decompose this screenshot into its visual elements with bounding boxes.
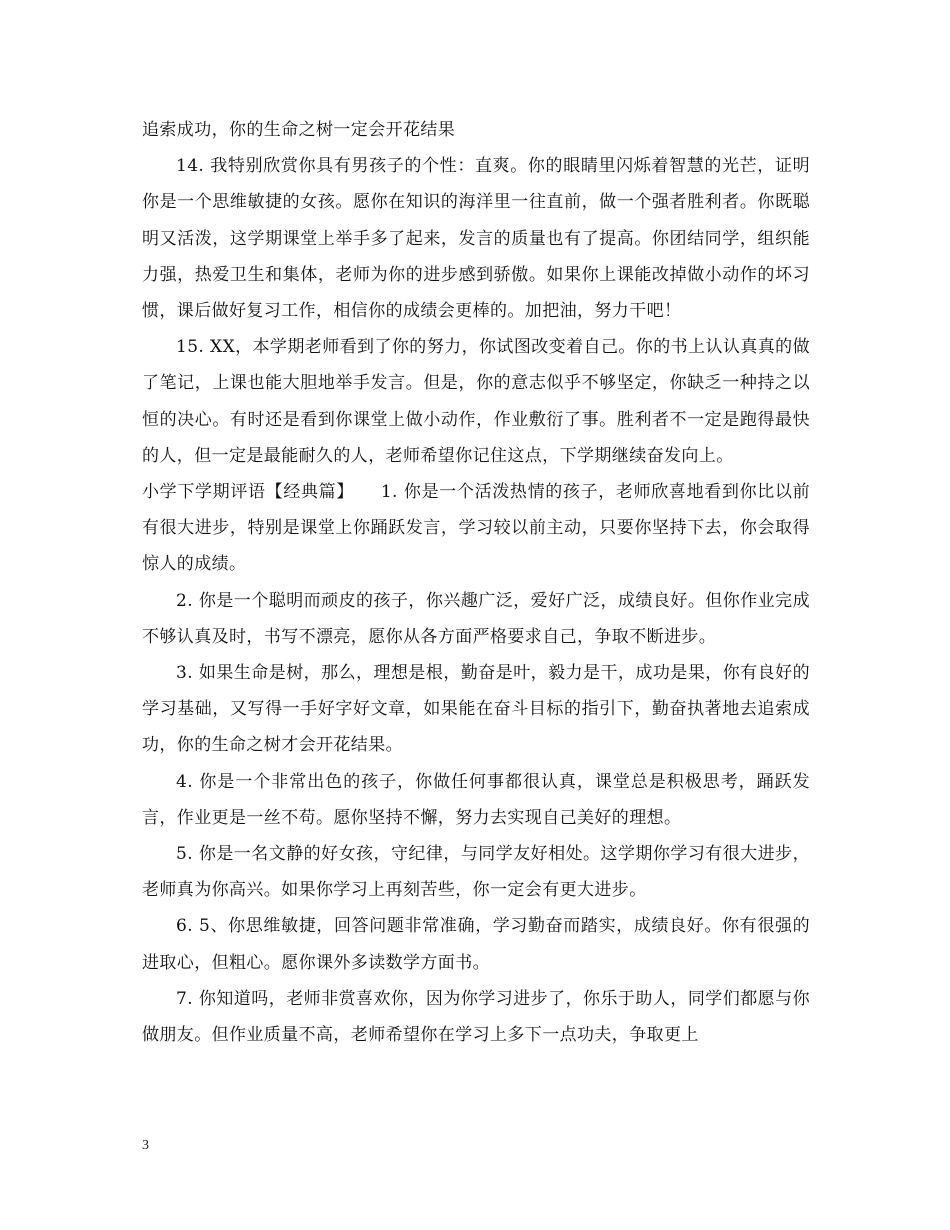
paragraph-comment-4: 4. 你是一个非常出色的孩子，你做任何事都很认真，课堂总是积极思考，踊跃发言，作业更是一丝不苟。愿你坚持不懈，努力去实现自己美好的理想。 — [142, 771, 810, 828]
paragraph-comment-6: 6. 5、你思维敏捷，回答问题非常准确，学习勤奋而踏实，成绩良好。你有很强的进取心，但粗心。愿你课外多读数学方面书。 — [142, 916, 810, 973]
paragraph-comment-7: 7. 你知道吗，老师非赏喜欢你，因为你学习进步了，你乐于助人，同学们都愿与你做朋友。但作业质量不高，老师希望你在学习上多下一点功夫，争取更上 — [142, 988, 810, 1046]
paragraph-comment-14: 14. 我特别欣赏你具有男孩子的个性：直爽。你的眼睛里闪烁着智慧的光芒，证明你是一个思维敏捷的女孩。愿你在知识的海洋里一往直前，做一个强者胜利者。你既聪明又活泼，这学期课堂上举手多了起来，发言的质量也有了提高。你团结同学，组织能力强，热爱卫生和集体，老师为你的进步感到骄傲。如果你上课能改掉做小动作的坏习惯，课后做好复习工作，相信你的成绩会更棒的。加把油，努力干吧！ — [142, 156, 810, 322]
paragraph-continuation: 追索成功，你的生命之树一定会开花结果 — [142, 120, 456, 140]
paragraph-comment-3: 3. 如果生命是树，那么，理想是根，勤奋是叶，毅力是干，成功是果，你有良好的学习基础，又写得一手好字好文章，如果能在奋斗目标的指引下，勤奋执著地去追索成功，你的生命之树才会开花结果。 — [142, 663, 810, 756]
document-body — [142, 112, 810, 1053]
paragraph-comment-15: 15. XX，本学期老师看到了你的努力，你试图改变着自己。你的书上认认真真的做了笔记，上课也能大胆地举手发言。但是，你的意志似乎不够坚定，你缺乏一种持之以恒的决心。有时还是看到你课堂上做小动作，作业敷衍了事。胜利者不一定是跑得最快的人，但一定是最能耐久的人，老师希望你记住这点，下学期继续奋发向上。 — [142, 337, 810, 466]
section-heading-paragraph: 小学下学期评语【经典篇】 1. 你是一个活泼热情的孩子，老师欣喜地看到你比以前有很大进步，特别是课堂上你踊跃发言，学习较以前主动，只要你坚持下去，你会取得惊人的成绩。 — [142, 482, 810, 575]
page-number: 3 — [142, 1138, 149, 1153]
paragraph-comment-5: 5. 你是一名文静的好女孩，守纪律，与同学友好相处。这学期你学习有很大进步，老师真为你高兴。如果你学习上再刻苦些，你一定会有更大进步。 — [142, 844, 810, 901]
paragraph-comment-2: 2. 你是一个聪明而顽皮的孩子，你兴趣广泛，爱好广泛，成绩良好。但你作业完成不够认真及时，书写不漂亮，愿你从各方面严格要求自己，争取不断进步。 — [142, 590, 810, 647]
